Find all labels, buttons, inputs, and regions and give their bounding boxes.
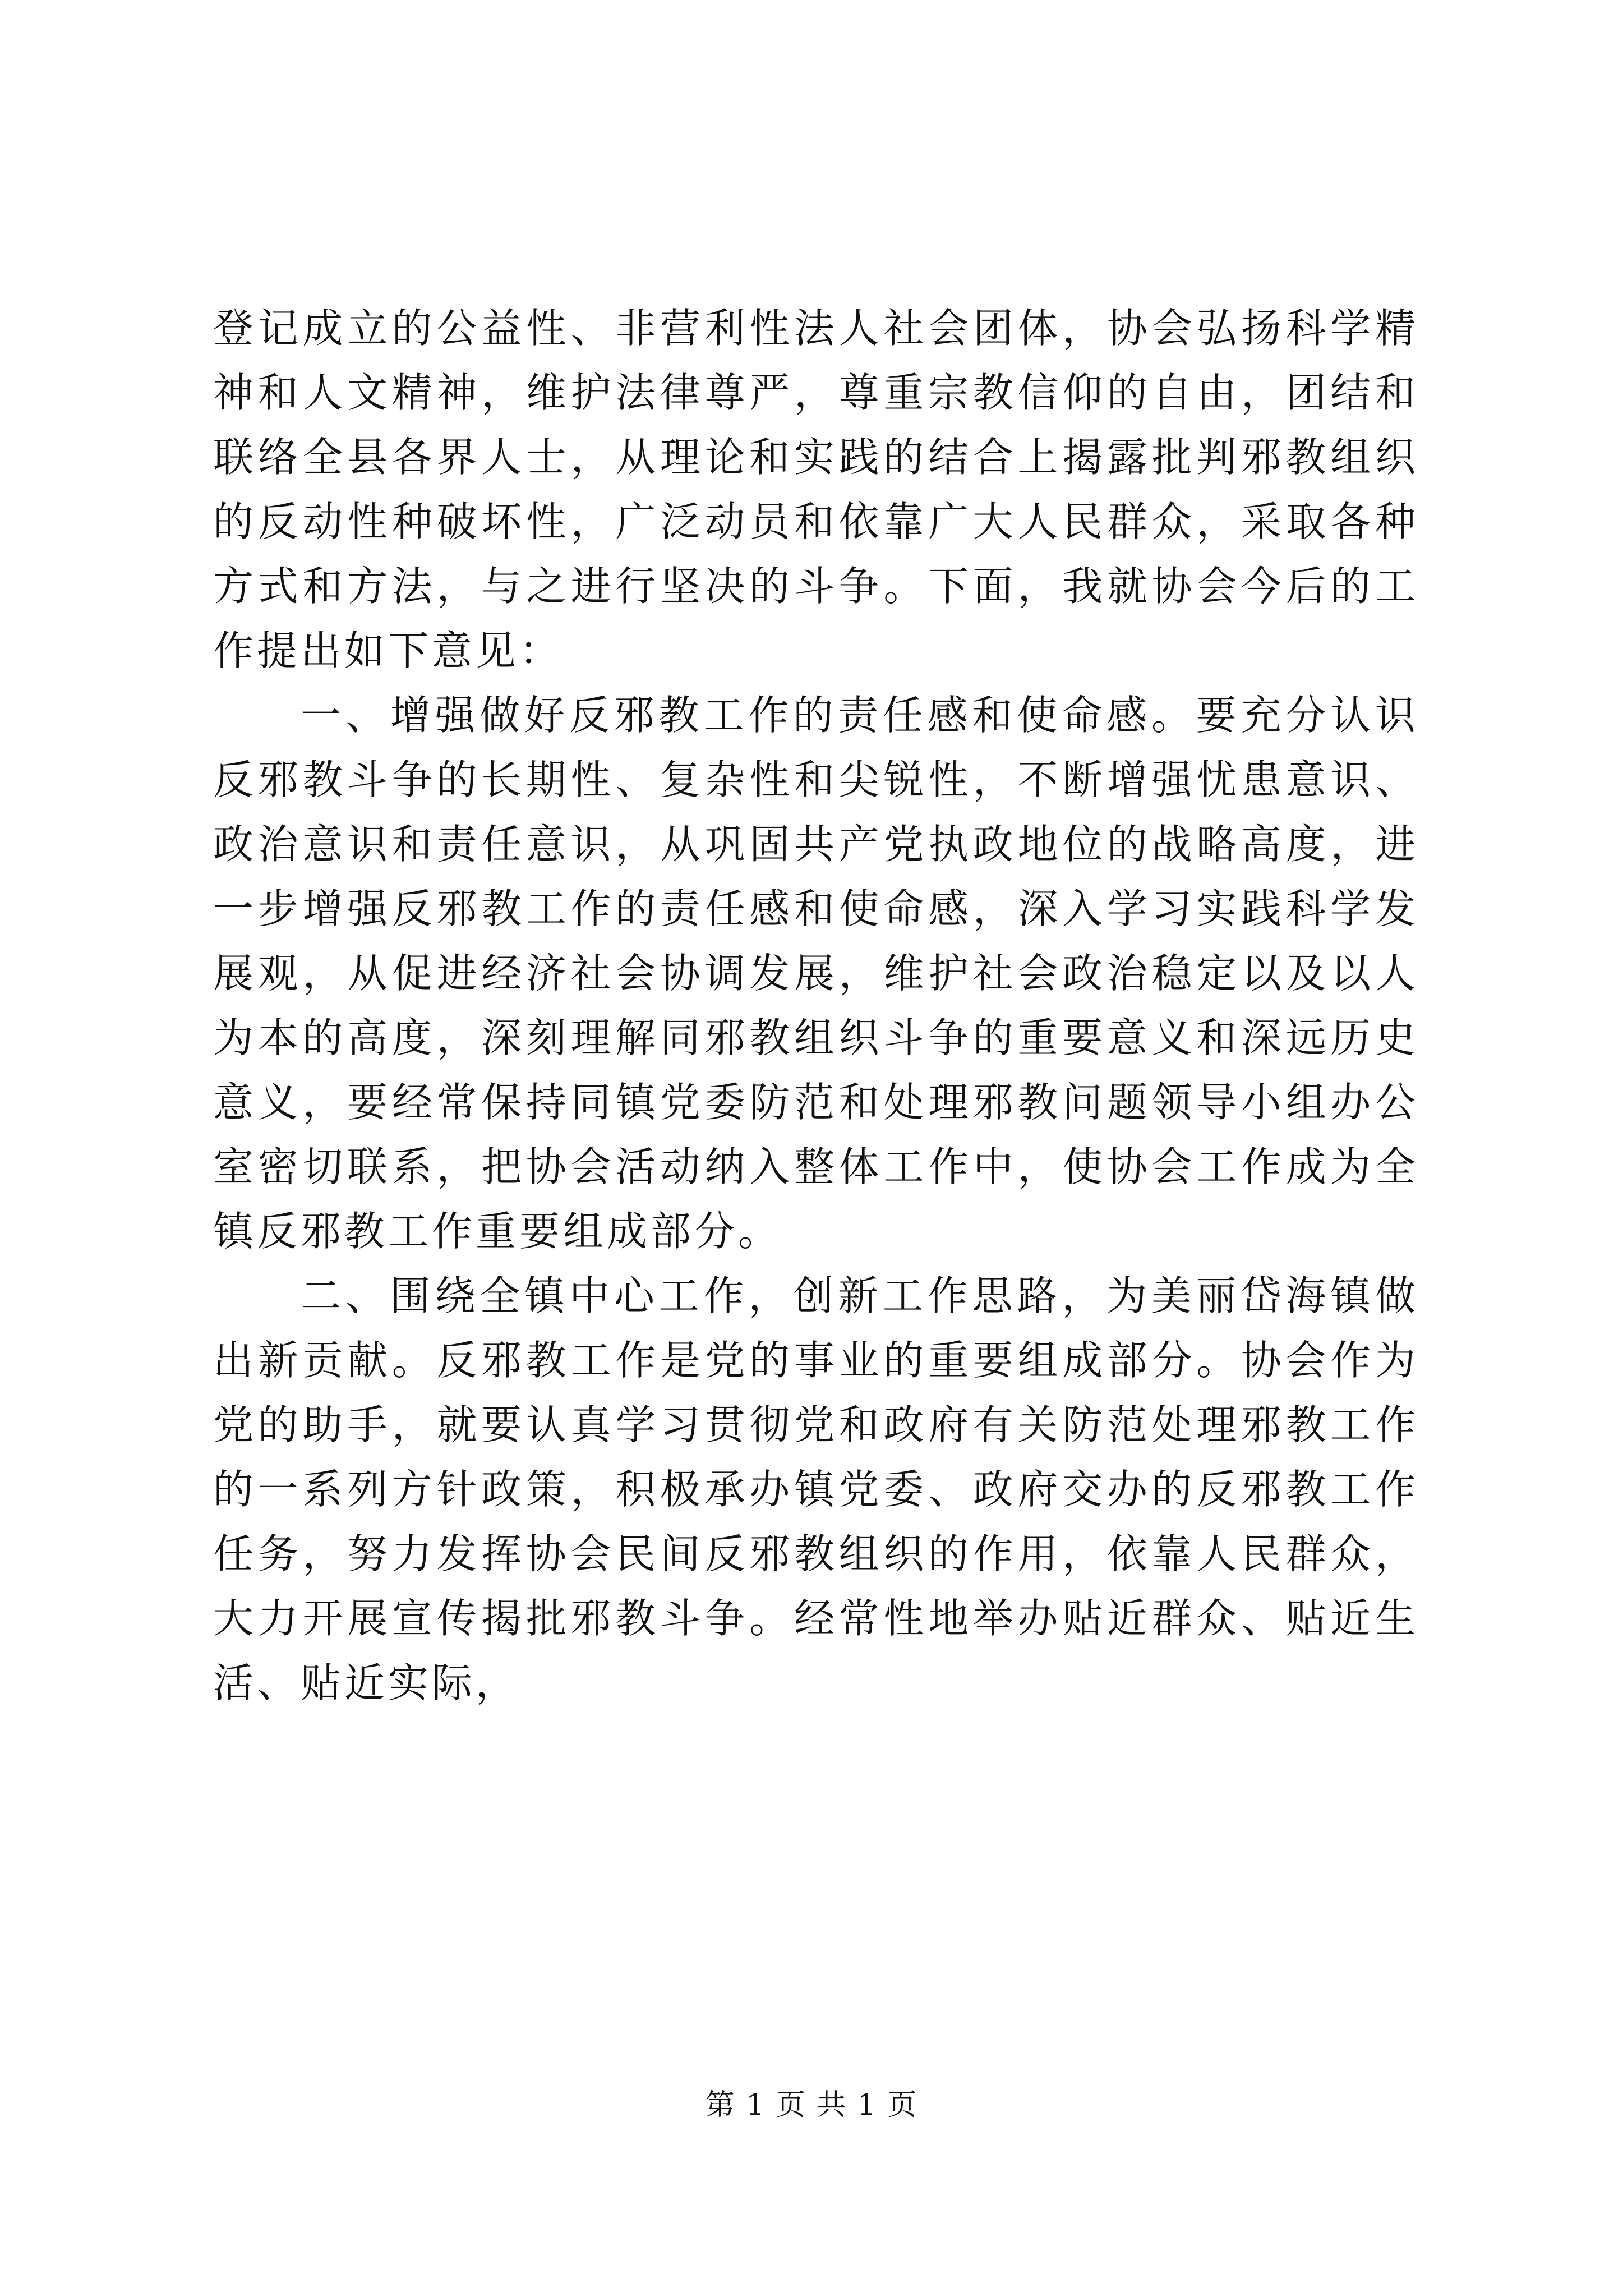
paragraph-section-two: 二、围绕全镇中心工作，创新工作思路，为美丽岱海镇做出新贡献。反邪教工作是党的事业的重要组成部分。协会作为党的助手，就要认真学习贯彻党和政府有关防范处理邪教工作的一系列方针政策，积极承办镇党委、政府交办的反邪教工作任务，努力发挥协会民间反邪教组织的作用，依靠人民群众，大力开展宣传揭批邪教斗争。经常性地举办贴近群众、贴近生活、贴近实际， — [213, 1272, 1419, 1706]
document-body — [213, 296, 1419, 1715]
paragraph-section-one: 一、增强做好反邪教工作的责任感和使命感。要充分认识反邪教斗争的长期性、复杂性和尖锐性，不断增强忧患意识、政治意识和责任意识，从巩固共产党执政地位的战略高度，进一步增强反邪教工作的责任感和使命感，深入学习实践科学发展观，从促进经济社会协调发展，维护社会政治稳定以及以人为本的高度，深刻理解同邪教组织斗争的重要意义和深远历史意义，要经常保持同镇党委防范和处理邪教问题领导小组办公室密切联系，把协会活动纳入整体工作中，使协会工作成为全镇反邪教工作重要组成部分。 — [213, 692, 1419, 1255]
page-number-label: 第 1 页 共 1 页 — [705, 2088, 918, 2122]
page-footer — [0, 2086, 1623, 2125]
paragraph-intro: 登记成立的公益性、非营利性法人社会团体，协会弘扬科学精神和人文精神，维护法律尊严，尊重宗教信仰的自由，团结和联络全县各界人士，从理论和实践的结合上揭露批判邪教组织的反动性种破坏性，广泛动员和依靠广大人民群众，采取各种方式和方法，与之进行坚决的斗争。下面，我就协会今后的工作提出如下意见： — [213, 305, 1419, 674]
